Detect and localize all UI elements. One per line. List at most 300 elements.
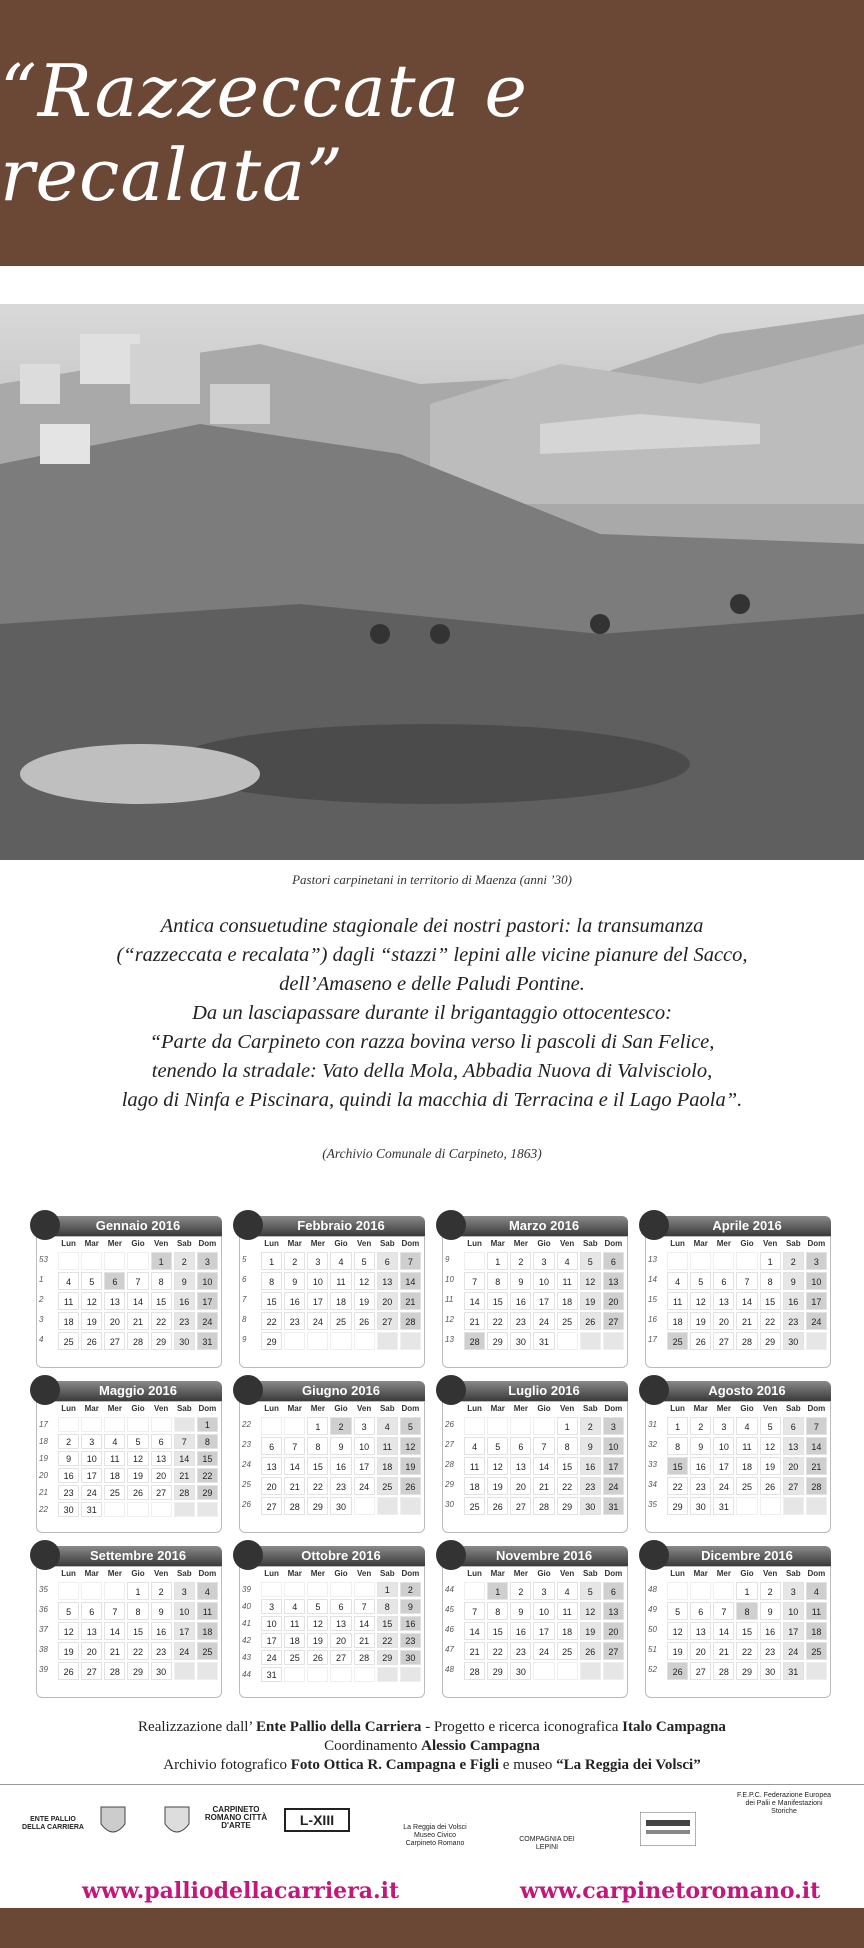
day-cell: 22	[760, 1312, 781, 1330]
day-cell: 28	[736, 1332, 757, 1350]
credits-text: Coordinamento	[324, 1738, 422, 1754]
week-row	[57, 1291, 219, 1311]
day-header: Gio	[334, 1239, 348, 1248]
empty-cell	[690, 1582, 711, 1600]
day-header: Dom	[604, 1569, 623, 1578]
day-cell: 23	[174, 1312, 195, 1330]
month-title: Settembre 2016	[54, 1546, 222, 1566]
week-number: 20	[39, 1471, 48, 1480]
day-cell: 12	[354, 1272, 375, 1290]
day-cell: 14	[104, 1622, 125, 1640]
day-header: Mer	[310, 1404, 325, 1413]
day-cell: 27	[330, 1650, 351, 1665]
week-number: 4	[39, 1335, 44, 1344]
credits-text: Archivio fotografico	[163, 1757, 291, 1773]
empty-cell	[330, 1582, 351, 1597]
day-header: Lun	[264, 1404, 279, 1413]
day-cell: 20	[783, 1457, 804, 1475]
website-link-pallio[interactable]: www.palliodellacarriera.it	[82, 1878, 400, 1904]
week-number: 42	[242, 1636, 251, 1645]
day-cell: 29	[667, 1497, 688, 1515]
day-header: Sab	[176, 1239, 192, 1248]
day-cell: 27	[261, 1497, 282, 1515]
day-cell: 24	[713, 1477, 734, 1495]
day-headers	[666, 1239, 828, 1248]
day-cell: 10	[307, 1272, 328, 1290]
day-cell: 29	[261, 1332, 282, 1350]
week-number: 48	[445, 1665, 454, 1674]
day-headers	[260, 1239, 422, 1248]
day-cell: 16	[760, 1622, 781, 1640]
empty-cell	[603, 1332, 624, 1350]
week-row	[463, 1581, 625, 1601]
day-cell: 17	[197, 1292, 218, 1310]
day-cell: 13	[713, 1292, 734, 1310]
day-cell: 18	[464, 1477, 485, 1495]
week-number: 12	[445, 1315, 454, 1324]
empty-cell	[464, 1252, 485, 1270]
month-title: Marzo 2016	[460, 1216, 628, 1236]
day-cell: 13	[104, 1292, 125, 1310]
day-header: Lun	[467, 1569, 482, 1578]
empty-cell	[510, 1417, 531, 1435]
day-cell: 4	[806, 1582, 827, 1600]
day-cell: 2	[151, 1582, 172, 1600]
bullet-icon	[639, 1540, 669, 1570]
day-header: Mar	[287, 1404, 302, 1413]
week-row	[463, 1496, 625, 1516]
bullet-icon	[436, 1210, 466, 1240]
week-number: 52	[648, 1665, 657, 1674]
month-calendar	[30, 1540, 222, 1698]
day-header: Dom	[401, 1569, 420, 1578]
day-cell: 4	[736, 1417, 757, 1435]
day-cell: 22	[487, 1642, 508, 1660]
week-row	[463, 1311, 625, 1331]
day-header: Mar	[287, 1239, 302, 1248]
month-calendar	[436, 1210, 628, 1368]
day-header: Sab	[379, 1569, 395, 1578]
month-title: Ottobre 2016	[257, 1546, 425, 1566]
day-cell: 7	[713, 1602, 734, 1620]
day-cell: 14	[736, 1292, 757, 1310]
week-row	[260, 1649, 422, 1666]
day-cell: 20	[603, 1292, 624, 1310]
day-cell: 14	[806, 1437, 827, 1455]
credits-bold: Italo Campagna	[622, 1719, 726, 1735]
compagnia-dei-lepini-logo: COMPAGNIA DEI LEPINI	[519, 1836, 575, 1851]
day-cell: 12	[487, 1457, 508, 1475]
day-cell: 19	[760, 1457, 781, 1475]
day-headers	[666, 1569, 828, 1578]
day-cell: 23	[510, 1312, 531, 1330]
day-cell: 8	[261, 1272, 282, 1290]
day-cell: 22	[127, 1642, 148, 1660]
day-header: Ven	[357, 1404, 372, 1413]
day-cell: 2	[783, 1252, 804, 1270]
week-number: 9	[242, 1335, 247, 1344]
day-cell: 13	[377, 1272, 398, 1290]
empty-cell	[603, 1662, 624, 1680]
day-cell: 30	[510, 1662, 531, 1680]
empty-cell	[667, 1582, 688, 1600]
day-cell: 24	[354, 1477, 375, 1495]
day-header: Gio	[537, 1404, 551, 1413]
week-number: 34	[648, 1480, 657, 1489]
empty-cell	[400, 1332, 421, 1350]
fepc-logo: F.E.P.C. Federazione Europea dei Palii e Manifestazioni Storiche	[736, 1792, 832, 1815]
day-cell: 25	[330, 1312, 351, 1330]
day-cell: 5	[667, 1602, 688, 1620]
week-row	[463, 1661, 625, 1681]
day-cell: 31	[713, 1497, 734, 1515]
day-cell: 15	[487, 1292, 508, 1310]
bullet-icon	[233, 1540, 263, 1570]
day-cell: 6	[603, 1582, 624, 1600]
day-header: Dom	[401, 1239, 420, 1248]
day-cell: 29	[127, 1662, 148, 1680]
day-headers	[260, 1569, 422, 1578]
week-row	[260, 1271, 422, 1291]
day-cell: 14	[533, 1457, 554, 1475]
bullet-icon	[639, 1375, 669, 1405]
week-row	[666, 1496, 828, 1516]
day-header: Sab	[785, 1239, 801, 1248]
day-header: Dom	[604, 1239, 623, 1248]
month-calendar	[639, 1210, 831, 1368]
day-cell: 22	[151, 1312, 172, 1330]
day-header: Gio	[740, 1404, 754, 1413]
empty-cell	[533, 1417, 554, 1435]
day-cell: 15	[487, 1622, 508, 1640]
week-row	[666, 1416, 828, 1436]
day-cell: 27	[510, 1497, 531, 1515]
day-cell: 19	[354, 1292, 375, 1310]
empty-cell	[174, 1662, 195, 1680]
day-cell: 4	[197, 1582, 218, 1600]
day-headers	[463, 1239, 625, 1248]
day-cell: 23	[151, 1642, 172, 1660]
day-cell: 27	[603, 1312, 624, 1330]
day-cell: 12	[690, 1292, 711, 1310]
day-header: Gio	[131, 1569, 145, 1578]
day-cell: 9	[690, 1437, 711, 1455]
day-cell: 24	[603, 1477, 624, 1495]
day-cell: 6	[330, 1599, 351, 1614]
day-cell: 13	[330, 1616, 351, 1631]
day-cell: 20	[377, 1292, 398, 1310]
day-cell: 3	[783, 1582, 804, 1600]
week-number: 38	[39, 1645, 48, 1654]
day-cell: 17	[713, 1457, 734, 1475]
day-cell: 30	[690, 1497, 711, 1515]
day-cell: 28	[174, 1485, 195, 1500]
week-row	[57, 1641, 219, 1661]
day-header: Ven	[154, 1239, 169, 1248]
day-cell: 29	[760, 1332, 781, 1350]
day-cell: 16	[510, 1622, 531, 1640]
day-header: Dom	[198, 1404, 217, 1413]
week-number: 17	[648, 1335, 657, 1344]
day-header: Lun	[61, 1569, 76, 1578]
historical-photo	[0, 304, 864, 860]
day-cell: 4	[557, 1252, 578, 1270]
day-cell: 19	[667, 1642, 688, 1660]
month-calendar	[233, 1540, 425, 1698]
week-number: 26	[445, 1420, 454, 1429]
day-cell: 13	[690, 1622, 711, 1640]
day-cell: 10	[713, 1437, 734, 1455]
day-header: Ven	[154, 1404, 169, 1413]
day-cell: 17	[533, 1292, 554, 1310]
day-cell: 7	[464, 1602, 485, 1620]
day-cell: 7	[533, 1437, 554, 1455]
day-cell: 23	[760, 1642, 781, 1660]
week-row	[666, 1456, 828, 1476]
day-headers	[57, 1569, 219, 1578]
week-number: 33	[648, 1460, 657, 1469]
day-header: Sab	[379, 1404, 395, 1413]
day-cell: 25	[557, 1642, 578, 1660]
day-cell: 13	[151, 1451, 172, 1466]
day-cell: 25	[104, 1485, 125, 1500]
day-header: Dom	[198, 1569, 217, 1578]
empty-cell	[580, 1662, 601, 1680]
week-number: 39	[39, 1665, 48, 1674]
day-cell: 8	[377, 1599, 398, 1614]
day-header: Mer	[513, 1569, 528, 1578]
bullet-icon	[233, 1210, 263, 1240]
empty-cell	[377, 1667, 398, 1682]
empty-cell	[261, 1582, 282, 1597]
empty-cell	[557, 1332, 578, 1350]
week-number: 37	[39, 1625, 48, 1634]
day-cell: 6	[713, 1272, 734, 1290]
empty-cell	[533, 1662, 554, 1680]
week-row	[666, 1271, 828, 1291]
day-cell: 14	[464, 1292, 485, 1310]
day-header: Lun	[61, 1404, 76, 1413]
day-cell: 17	[174, 1622, 195, 1640]
empty-cell	[284, 1582, 305, 1597]
footer-banner	[0, 1908, 864, 1948]
day-cell: 10	[603, 1437, 624, 1455]
day-cell: 9	[284, 1272, 305, 1290]
day-cell: 11	[464, 1457, 485, 1475]
day-cell: 26	[81, 1332, 102, 1350]
day-cell: 27	[713, 1332, 734, 1350]
empty-cell	[58, 1417, 79, 1432]
istituto-leone-xiii-logo: L-XIII	[284, 1808, 350, 1832]
week-row	[463, 1601, 625, 1621]
day-header: Mer	[107, 1569, 122, 1578]
day-cell: 9	[174, 1272, 195, 1290]
quote-line: Antica consuetudine stagionale dei nostri pastori: la transumanza	[160, 915, 704, 937]
day-cell: 3	[354, 1417, 375, 1435]
day-cell: 12	[127, 1451, 148, 1466]
day-cell: 29	[307, 1497, 328, 1515]
day-cell: 16	[580, 1457, 601, 1475]
day-cell: 14	[464, 1622, 485, 1640]
day-cell: 14	[174, 1451, 195, 1466]
day-cell: 29	[487, 1332, 508, 1350]
empty-cell	[127, 1417, 148, 1432]
day-cell: 19	[58, 1642, 79, 1660]
day-cell: 31	[81, 1502, 102, 1517]
empty-cell	[377, 1332, 398, 1350]
day-header: Mer	[513, 1239, 528, 1248]
day-cell: 9	[58, 1451, 79, 1466]
day-header: Sab	[785, 1569, 801, 1578]
day-header: Lun	[467, 1239, 482, 1248]
week-row	[260, 1456, 422, 1476]
day-cell: 28	[806, 1477, 827, 1495]
reggia-dei-volsci-logo: La Reggia dei Volsci Museo Civico Carpineto Romano	[403, 1824, 467, 1847]
day-cell: 2	[400, 1582, 421, 1597]
week-number: 1	[39, 1275, 44, 1284]
empty-cell	[557, 1662, 578, 1680]
month-calendar	[233, 1210, 425, 1368]
empty-cell	[197, 1662, 218, 1680]
day-cell: 11	[557, 1272, 578, 1290]
credits-text: e museo	[499, 1757, 557, 1773]
day-cell: 1	[197, 1417, 218, 1432]
bullet-icon	[233, 1375, 263, 1405]
day-cell: 5	[354, 1252, 375, 1270]
day-cell: 31	[533, 1332, 554, 1350]
day-cell: 10	[174, 1602, 195, 1620]
day-header: Ven	[560, 1239, 575, 1248]
empty-cell	[81, 1417, 102, 1432]
day-cell: 7	[806, 1417, 827, 1435]
day-cell: 18	[104, 1468, 125, 1483]
day-cell: 4	[104, 1434, 125, 1449]
bullet-icon	[30, 1210, 60, 1240]
empty-cell	[81, 1582, 102, 1600]
day-cell: 6	[104, 1272, 125, 1290]
day-cell: 14	[354, 1616, 375, 1631]
empty-cell	[174, 1502, 195, 1517]
day-cell: 6	[510, 1437, 531, 1455]
day-cell: 20	[81, 1642, 102, 1660]
day-cell: 7	[284, 1437, 305, 1455]
day-cell: 3	[81, 1434, 102, 1449]
day-cell: 18	[557, 1292, 578, 1310]
month-title: Aprile 2016	[663, 1216, 831, 1236]
week-row	[260, 1581, 422, 1598]
day-cell: 21	[400, 1292, 421, 1310]
day-header: Mer	[310, 1239, 325, 1248]
month-title: Novembre 2016	[460, 1546, 628, 1566]
day-cell: 7	[464, 1272, 485, 1290]
day-cell: 10	[354, 1437, 375, 1455]
week-number: 49	[648, 1605, 657, 1614]
day-cell: 1	[127, 1582, 148, 1600]
day-cell: 3	[261, 1599, 282, 1614]
historical-quote	[40, 912, 824, 1115]
credits-bold: Foto Ottica R. Campagna e Figli	[290, 1757, 500, 1773]
day-cell: 25	[464, 1497, 485, 1515]
day-header: Gio	[740, 1569, 754, 1578]
empty-cell	[400, 1497, 421, 1515]
day-cell: 11	[667, 1292, 688, 1310]
empty-cell	[377, 1497, 398, 1515]
day-cell: 6	[690, 1602, 711, 1620]
empty-cell	[400, 1667, 421, 1682]
month-title: Dicembre 2016	[663, 1546, 831, 1566]
empty-cell	[806, 1497, 827, 1515]
day-header: Lun	[264, 1569, 279, 1578]
day-cell: 22	[261, 1312, 282, 1330]
day-cell: 2	[510, 1252, 531, 1270]
month-title: Giugno 2016	[257, 1381, 425, 1401]
day-cell: 23	[783, 1312, 804, 1330]
week-row	[57, 1621, 219, 1641]
day-cell: 17	[307, 1292, 328, 1310]
day-cell: 7	[127, 1272, 148, 1290]
week-number: 21	[39, 1488, 48, 1497]
week-number: 14	[648, 1275, 657, 1284]
week-number: 44	[242, 1670, 251, 1679]
month-body	[442, 1401, 628, 1533]
day-cell: 21	[284, 1477, 305, 1495]
day-cell: 15	[557, 1457, 578, 1475]
day-cell: 15	[307, 1457, 328, 1475]
day-cell: 16	[151, 1622, 172, 1640]
day-header: Mar	[490, 1569, 505, 1578]
day-cell: 17	[603, 1457, 624, 1475]
day-cell: 22	[736, 1642, 757, 1660]
month-body	[239, 1566, 425, 1698]
day-cell: 28	[713, 1662, 734, 1680]
day-cell: 28	[464, 1662, 485, 1680]
day-cell: 13	[510, 1457, 531, 1475]
day-cell: 11	[736, 1437, 757, 1455]
day-header: Gio	[131, 1404, 145, 1413]
day-cell: 29	[377, 1650, 398, 1665]
day-cell: 17	[354, 1457, 375, 1475]
empty-cell	[464, 1417, 485, 1435]
day-cell: 9	[760, 1602, 781, 1620]
day-header: Mar	[693, 1569, 708, 1578]
day-cell: 19	[487, 1477, 508, 1495]
day-cell: 28	[400, 1312, 421, 1330]
week-number: 46	[445, 1625, 454, 1634]
day-header: Dom	[401, 1404, 420, 1413]
month-calendar	[233, 1375, 425, 1533]
week-row	[57, 1331, 219, 1351]
quote-line: Da un lasciapassare durante il brigantaggio ottocentesco:	[192, 1002, 672, 1024]
day-cell: 23	[400, 1633, 421, 1648]
week-number: 15	[648, 1295, 657, 1304]
empty-cell	[667, 1252, 688, 1270]
day-cell: 7	[354, 1599, 375, 1614]
day-cell: 26	[400, 1477, 421, 1495]
day-cell: 14	[284, 1457, 305, 1475]
day-cell: 9	[151, 1602, 172, 1620]
website-link-carpineto[interactable]: www.carpinetoromano.it	[520, 1878, 821, 1904]
day-cell: 19	[580, 1292, 601, 1310]
day-cell: 20	[104, 1312, 125, 1330]
empty-cell	[736, 1252, 757, 1270]
week-number: 11	[445, 1295, 454, 1304]
day-header: Dom	[807, 1569, 826, 1578]
empty-cell	[760, 1497, 781, 1515]
day-cell: 20	[261, 1477, 282, 1495]
day-cell: 17	[783, 1622, 804, 1640]
day-cell: 19	[580, 1622, 601, 1640]
day-cell: 18	[197, 1622, 218, 1640]
